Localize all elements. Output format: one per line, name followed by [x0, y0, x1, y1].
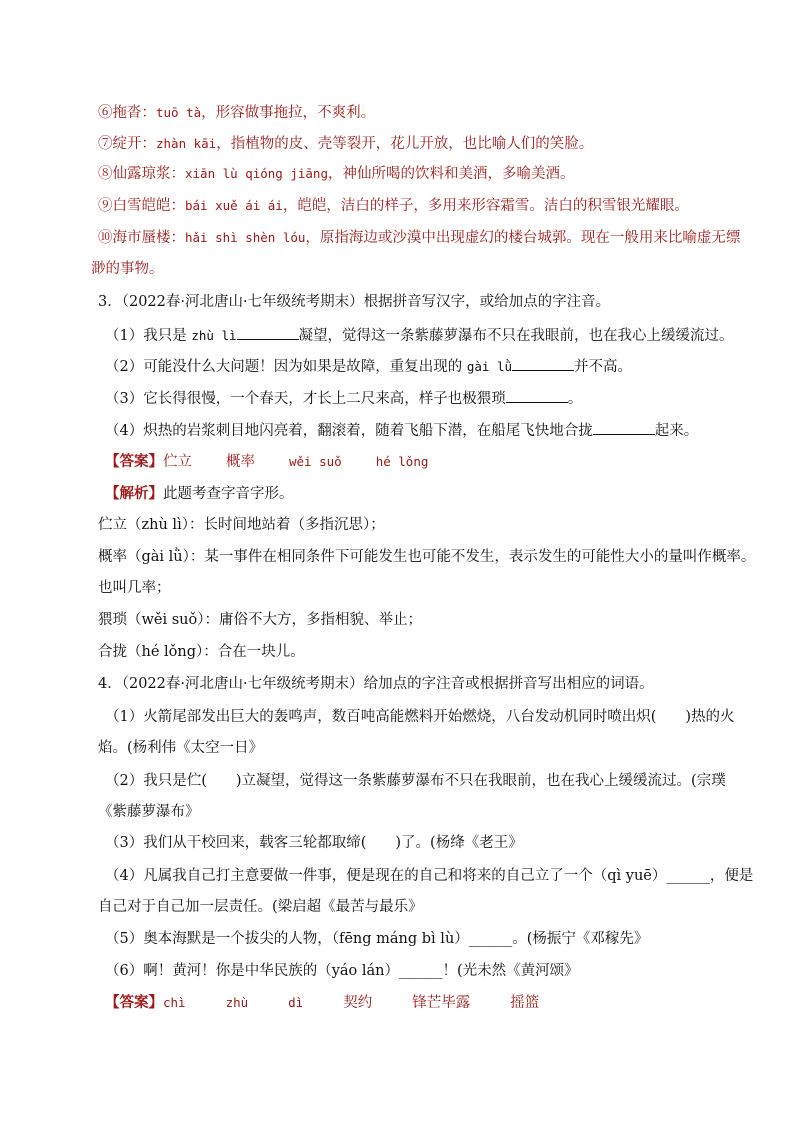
item-text: 并不高。 — [574, 359, 632, 375]
note-pinyin: xiān lù qióng jiāng — [185, 166, 328, 181]
answer-value: 摇篮 — [510, 995, 540, 1011]
note-word: ⑥ — [98, 105, 113, 121]
answer-value: hé lǒng — [375, 454, 429, 469]
note-definition: ，形容做事拖拉，不爽利。 — [201, 105, 376, 121]
answer-blank[interactable] — [237, 325, 299, 340]
note-definition: ，皑皑，洁白的样子，多用来形容霜雪。洁白的积雪银光耀眼。 — [282, 198, 689, 214]
answer-value: 概率 — [226, 454, 255, 470]
item-pinyin: zhù lì — [191, 328, 237, 343]
note-7: ⑦绽开：zhàn kāi，指植物的皮、壳等裂开，花儿开放，也比喻人们的笑脸。 — [98, 136, 594, 152]
q4-item-1-continuation: 焰。(杨利伟《太空一日》 — [98, 740, 264, 756]
q3-item-4 — [105, 420, 720, 441]
answer-value: wěi suǒ — [289, 454, 342, 469]
answer-blank[interactable] — [512, 356, 574, 371]
note-9: ⑨白雪皑皑：bái xuě ái ái，皑皑，洁白的样子，多用来形容霜雪。洁白的积雪银光耀眼。 — [98, 198, 689, 214]
q3-analysis — [105, 484, 720, 504]
q4-item-2-continuation: 《紫藤萝瀑布》 — [98, 804, 200, 820]
q3-item-3 — [105, 388, 720, 409]
answer-label: 【答案】 — [105, 994, 163, 1011]
answer-value: dì — [288, 995, 304, 1010]
explanation-line: 猥琐（wěi suǒ）：庸俗不大方，多指相貌、举止； — [98, 612, 422, 628]
q4-item-2: （2）我只是伫( )立凝望，觉得这一条紫藤萝瀑布不只在我眼前，也在我心上缓缓流过。(宗璞 — [105, 773, 726, 789]
item-text: 。 — [567, 391, 583, 407]
note-pinyin: bái xuě ái ái — [185, 198, 283, 213]
note-word: 海市蜃楼 — [112, 230, 171, 246]
item-text: （3）它长得很慢，一个春天，才长上二尺来高，样子也极猥琐 — [105, 391, 506, 407]
note-word: 仙露琼浆 — [112, 166, 171, 182]
note-number: ⑨ — [98, 198, 113, 214]
item-pinyin: gài lǜ — [466, 359, 512, 374]
note-number: ⑦ — [98, 136, 113, 152]
answer-blank[interactable] — [506, 388, 568, 403]
note-10: ⑩海市蜃楼：hǎi shì shèn lóu，原指海边或沙漠中出现虚幻的楼台城郭。现在一般用来比喻虚无缥 — [98, 230, 741, 246]
q3-item-2 — [105, 356, 720, 377]
note-definition: ，原指海边或沙漠中出现虚幻的楼台城郭。现在一般用来比喻虚无缥 — [305, 230, 741, 246]
note-6: ⑥拖沓：tuō tà，形容做事拖拉，不爽利。 — [98, 105, 376, 121]
q4-item-4: （4）凡属我自己打主意要做一件事，便是现在的自己和将来的自己立了一个（qì yuē）______，便是 — [105, 868, 754, 884]
answer-label: 【答案】 — [105, 453, 163, 470]
note-pinyin: zhàn kāi — [156, 136, 217, 151]
note-pinyin: hǎi shì shèn lóu — [185, 230, 306, 245]
note-word: 绽开 — [112, 136, 142, 152]
q4-item-6: （6）啊！黄河！你是中华民族的（yáo lán）______！(光未然《黄河颂》 — [105, 963, 579, 979]
note-continuation: 渺的事物。 — [91, 261, 164, 277]
note-word: 白雪皑皑 — [112, 198, 171, 214]
answer-value: 契约 — [343, 995, 373, 1011]
question-3-header: 3．（2022春·河北唐山·七年级统考期末）根据拼音写汉字，或给加点的字注音。 — [98, 294, 611, 310]
analysis-text: 此题考查字音字形。 — [163, 486, 294, 502]
answer-blank[interactable] — [593, 420, 655, 435]
answer-value: 锋芒毕露 — [412, 995, 471, 1011]
q3-item-1 — [105, 325, 734, 346]
q4-item-5: （5）奥本海默是一个拔尖的人物，（fēng máng bì lù）______。(杨振宁《邓稼先》 — [105, 931, 649, 947]
note-number: ⑩ — [98, 230, 113, 246]
q3-answer — [105, 452, 720, 472]
note-number: ⑧ — [98, 166, 113, 182]
note-definition: ，神仙所喝的饮料和美酒，多喻美酒。 — [328, 166, 575, 182]
explanation-line: 伫立（zhù lì）：长时间地站着（多指沉思）； — [98, 517, 385, 533]
answer-value: 伫立 — [163, 454, 192, 470]
item-text: （2）可能没什么大问题！因为如果是故障，重复出现的 — [105, 359, 467, 375]
explanation-line: 也叫几率； — [98, 580, 171, 596]
note-definition: ，指植物的皮、壳等裂开，花儿开放，也比喻人们的笑脸。 — [216, 136, 594, 152]
question-4-header: 4．（2022春·河北唐山·七年级统考期末）给加点的字注音或根据拼音写出相应的词语。 — [98, 676, 654, 692]
note-pinyin: tuō tà — [156, 105, 202, 120]
q4-answer — [105, 993, 720, 1013]
note-word: 拖沓 — [112, 105, 142, 121]
item-text: 起来。 — [654, 423, 699, 439]
explanation-line: 概率（gài lǜ）：某一事件在相同条件下可能发生也可能不发生，表示发生的可能性大小的量叫作概率。 — [98, 549, 756, 565]
q4-item-1: （1）火箭尾部发出巨大的轰鸣声，数百吨高能燃料开始燃烧，八台发动机同时喷出炽( )热的火 — [105, 709, 735, 725]
analysis-label: 【解析】 — [105, 485, 163, 502]
answer-value: zhù — [225, 995, 249, 1010]
item-text: （4）炽热的岩浆刺目地闪亮着，翻滚着，随着飞船下潜，在船尾飞快地合拢 — [105, 423, 593, 439]
note-8: ⑧仙露琼浆：xiān lù qióng jiāng，神仙所喝的饮料和美酒，多喻美酒。 — [98, 166, 575, 182]
note-10-continuation — [91, 259, 720, 279]
explanation-line: 合拢（hé lǒng）：合在一块儿。 — [98, 644, 305, 660]
q4-item-4-continuation: 自己对于自己加一层责任。(梁启超《最苦与最乐》 — [98, 899, 423, 915]
item-text: 凝望，觉得这一条紫藤萝瀑布不只在我眼前，也在我心上缓缓流过。 — [298, 328, 734, 344]
item-text: （1）我只是 — [105, 328, 192, 344]
answer-value: chì — [163, 995, 186, 1010]
q4-item-3: （3）我们从干校回来，载客三轮都取缔( )了。(杨绛《老王》 — [105, 835, 523, 851]
